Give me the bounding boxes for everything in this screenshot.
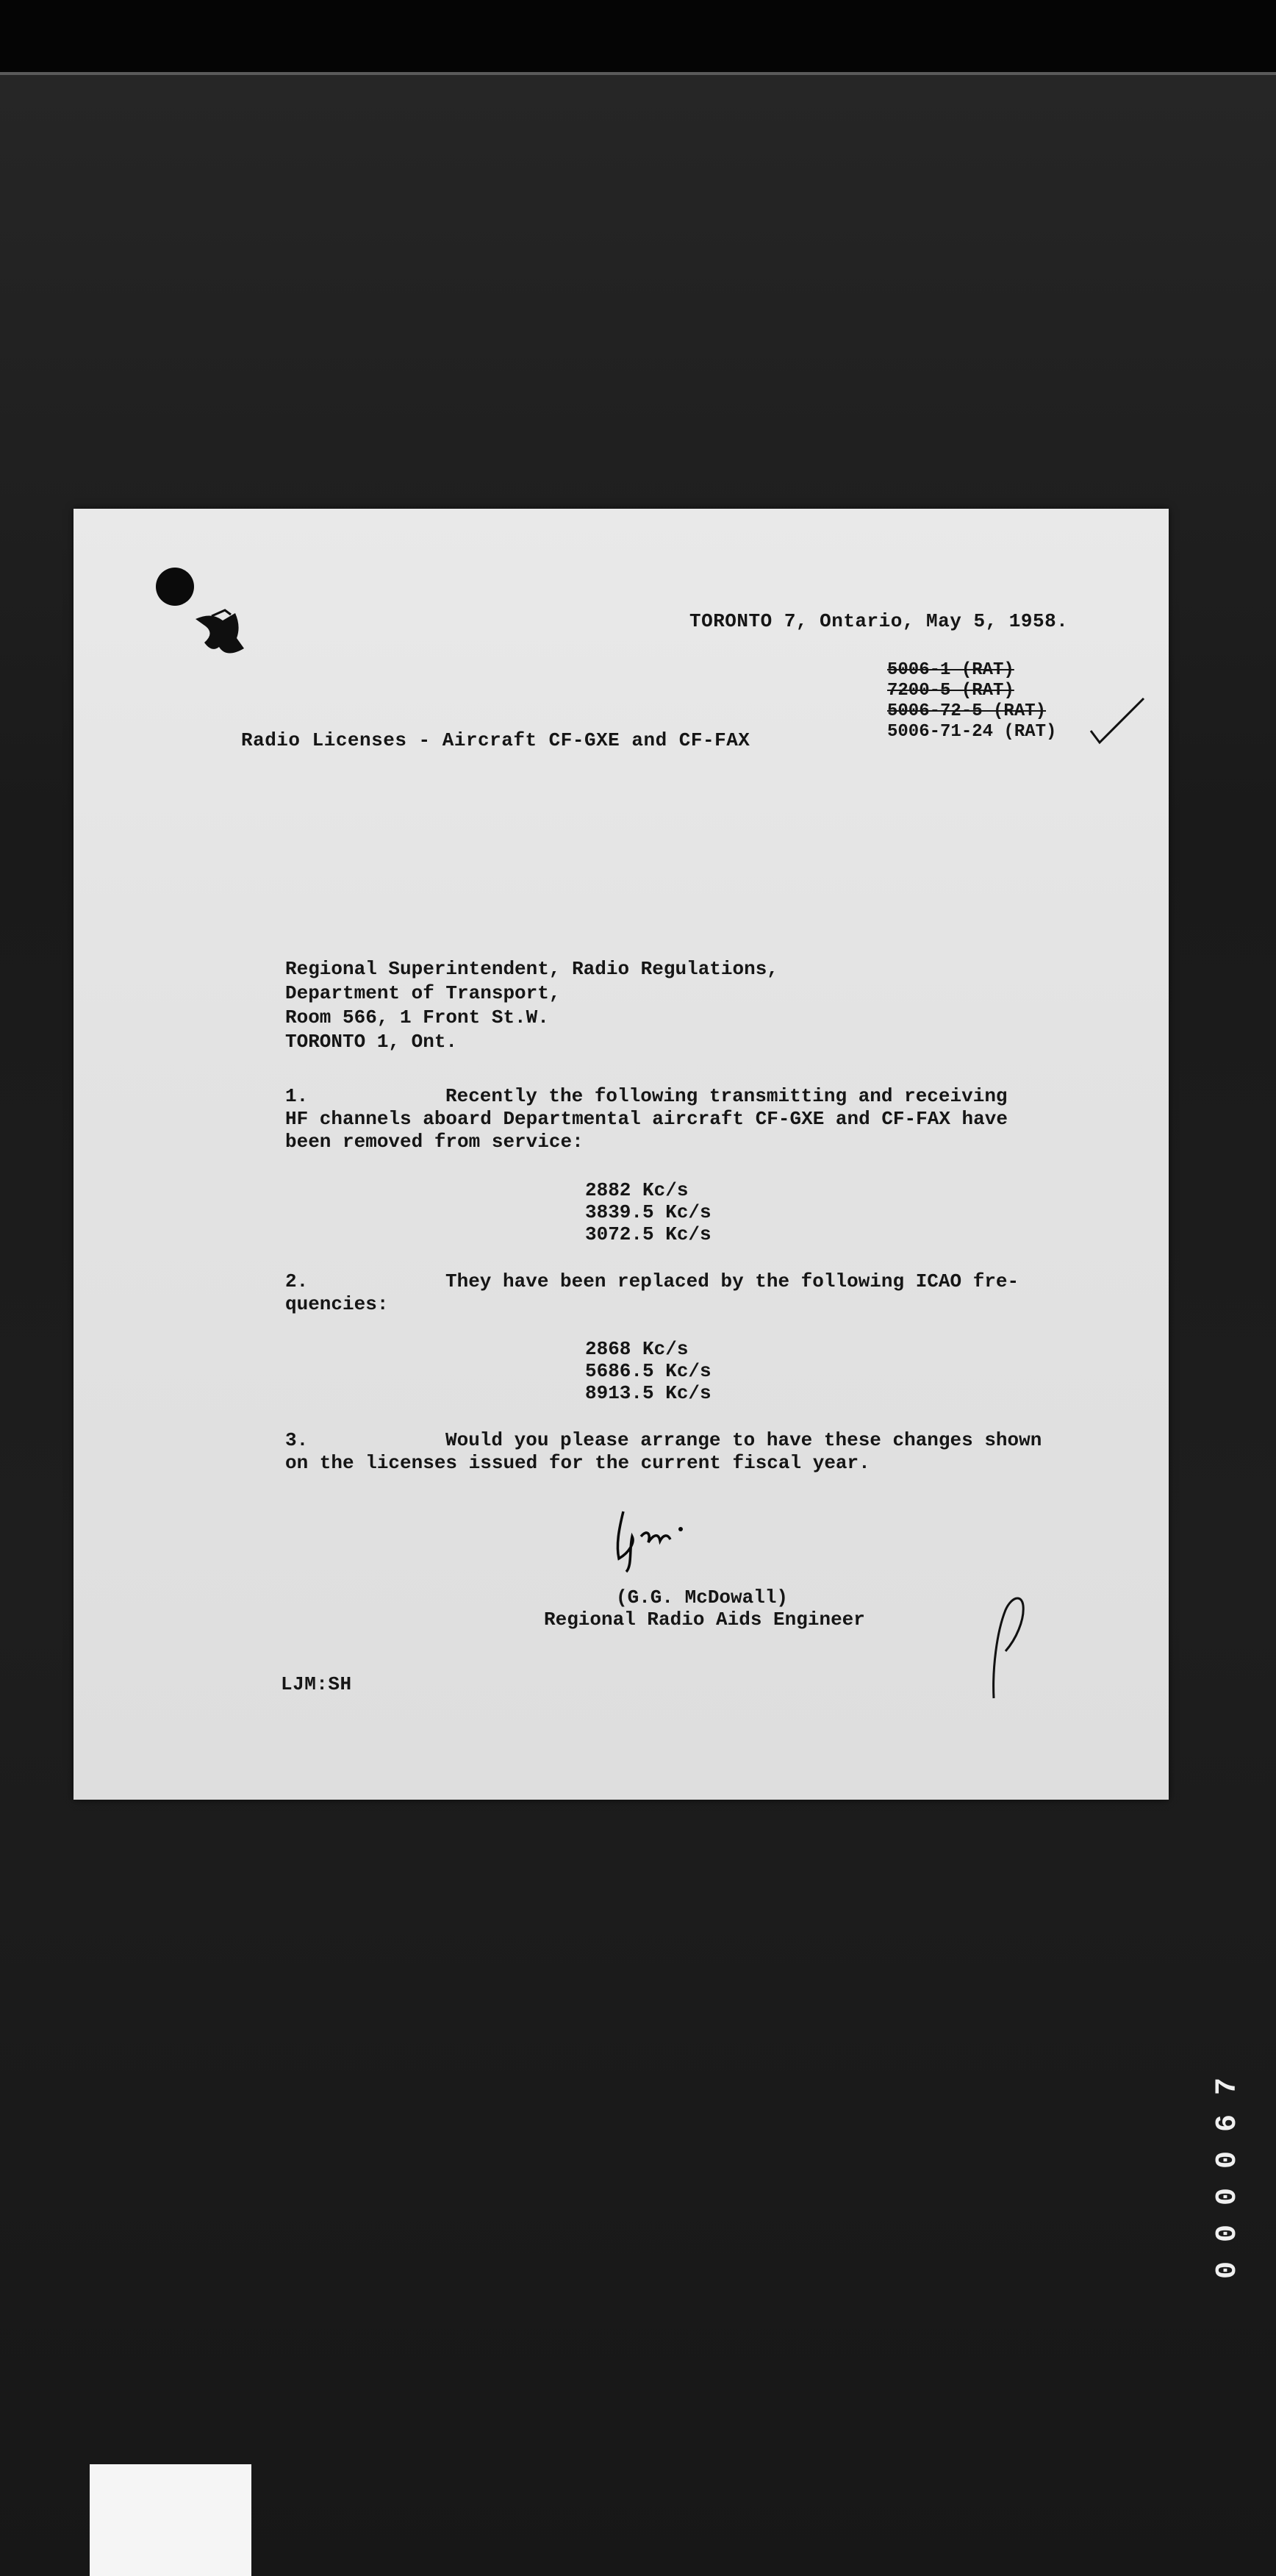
paragraph-3 [285, 1429, 1042, 1475]
letter-page [74, 509, 1169, 1800]
removed-frequencies [585, 1179, 712, 1245]
new-frequencies [585, 1338, 712, 1404]
file-ref: 5006-71-24 (RAT) [887, 722, 1057, 742]
frame-number [1147, 1970, 1242, 2279]
punch-hole [156, 568, 194, 606]
paragraph-1 [285, 1085, 1008, 1153]
paragraph-number: 2. [285, 1270, 309, 1292]
frame-number-text: 000067 [1211, 2058, 1244, 2279]
paragraph-3-text: Would you please arrange to have these changes shown on the licenses issued for the current fiscal year. [285, 1429, 1042, 1474]
address-line: TORONTO 1, Ont. [285, 1031, 458, 1053]
reference-initials: LJM:SH [281, 1673, 352, 1695]
frequency: 3072.5 Kc/s [585, 1223, 712, 1245]
address-line: Room 566, 1 Front St.W. [285, 1006, 549, 1028]
signer-name: (G.G. McDowall) [616, 1586, 789, 1609]
check-mark-icon [1088, 694, 1147, 745]
file-ref: 5006-72-5 (RAT) [887, 701, 1047, 721]
frequency: 3839.5 Kc/s [585, 1201, 712, 1223]
paragraph-number: 1. [285, 1085, 309, 1107]
file-ref: 5006-1 (RAT) [887, 660, 1014, 680]
paragraph-number: 3. [285, 1429, 309, 1451]
frequency: 2882 Kc/s [585, 1179, 689, 1201]
film-border-top [0, 0, 1276, 72]
handwritten-mark [983, 1588, 1050, 1706]
film-marker [90, 2464, 251, 2576]
date-line: TORONTO 7, Ontario, May 5, 1958. [689, 610, 1069, 632]
tear-mark [190, 604, 263, 663]
file-references [887, 660, 1108, 743]
signer-title: Regional Radio Aids Engineer [544, 1609, 865, 1631]
address-line: Regional Superintendent, Radio Regulations, [285, 958, 778, 980]
handwritten-signature [610, 1507, 706, 1573]
file-ref: 7200-5 (RAT) [887, 681, 1014, 701]
signature-block [544, 1586, 865, 1631]
frequency: 2868 Kc/s [585, 1338, 689, 1360]
frequency: 8913.5 Kc/s [585, 1382, 712, 1404]
paragraph-2 [285, 1270, 1019, 1316]
paragraph-1-text: Recently the following transmitting and receiving HF channels aboard Departmental aircraft CF-GXE and CF-FAX have been removed from service: [285, 1085, 1008, 1153]
paragraph-2-text: They have been replaced by the following ICAO fre- quencies: [285, 1270, 1019, 1315]
frequency: 5686.5 Kc/s [585, 1360, 712, 1382]
subject-line: Radio Licenses - Aircraft CF-GXE and CF-FAX [241, 729, 750, 751]
recipient-address [285, 957, 778, 1054]
address-line: Department of Transport, [285, 982, 561, 1004]
